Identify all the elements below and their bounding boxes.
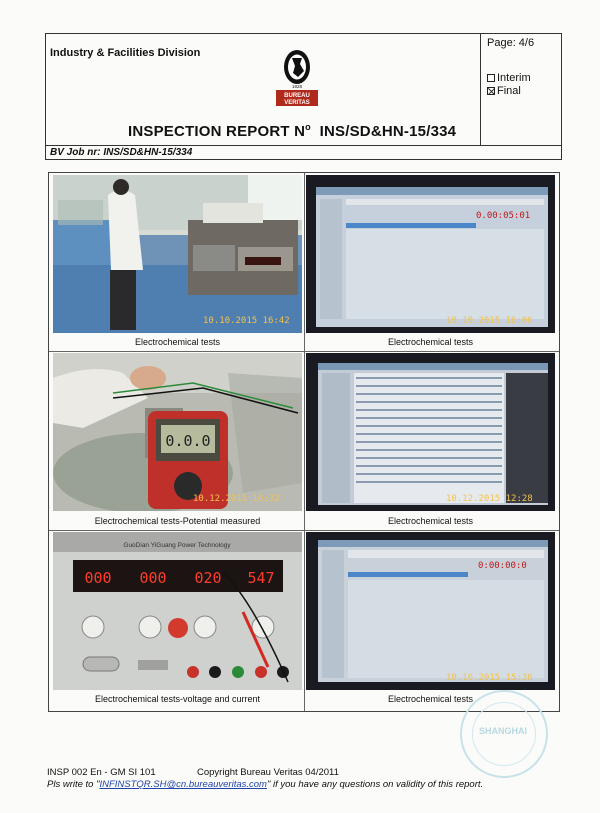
- interim-option: [487, 72, 531, 84]
- photo-6-timer: 0:00:00:0: [478, 561, 527, 571]
- photo-2-timestamp: 10.10.2015 16:06: [446, 316, 533, 326]
- logo-word-1: BUREAU: [284, 93, 310, 99]
- interim-label: Interim: [497, 72, 531, 84]
- bureau-veritas-logo: [274, 49, 320, 107]
- final-label: Final: [497, 85, 521, 97]
- monitor-screen-photo-3: [306, 532, 555, 690]
- display-1: 000: [84, 569, 112, 587]
- copyright: Copyright Bureau Veritas 04/2011: [197, 767, 339, 778]
- photo-1-timestamp: 10.10.2015 16:42: [203, 316, 290, 326]
- logo-year: 1828: [291, 84, 303, 89]
- contact-suffix: " if you have any questions on validity of this report.: [266, 779, 484, 790]
- photo-4-timestamp: 10.12.2015 12:28: [446, 494, 533, 504]
- title-degree: o: [305, 122, 311, 132]
- interim-checkbox: [487, 74, 495, 82]
- seal-text: SHANGHAI: [479, 726, 528, 736]
- logo-word-2: VERITAS: [284, 100, 310, 106]
- report-number: INS/SD&HN-15/334: [319, 123, 457, 140]
- photo-6-timestamp: 10.16.2015 15:36: [446, 673, 533, 683]
- photo-6-caption: Electrochemical tests: [387, 694, 474, 704]
- contact-prefix: Pls write to ": [47, 779, 100, 790]
- contact-line: [47, 779, 483, 790]
- contact-email-link[interactable]: INFINSTQR.SH@cn.bureauveritas.com: [99, 779, 267, 790]
- grid-divider-vertical: [304, 173, 305, 711]
- header-divider: [480, 33, 481, 146]
- power-supply-photo: [53, 532, 302, 690]
- monitor-screen-photo-1: [306, 175, 555, 333]
- division-name: Industry & Facilities Division: [50, 47, 201, 59]
- final-option: [487, 85, 521, 97]
- photo-2-timer: 0.00:05:01: [476, 211, 531, 221]
- multimeter-photo: [53, 353, 302, 511]
- power-supply-brand: GuoDian YiGuang Power Technology: [123, 542, 231, 549]
- form-code: INSP 002 En - GM SI 101: [47, 767, 156, 778]
- photo-3-caption: Electrochemical tests-Potential measured: [94, 516, 261, 526]
- photo-4-caption: Electrochemical tests: [387, 516, 474, 526]
- display-4: 547: [247, 569, 275, 587]
- display-3: 020: [194, 569, 222, 587]
- page-number: Page: 4/6: [487, 37, 535, 49]
- grid-divider-2: [49, 530, 559, 531]
- report-title: [128, 122, 456, 140]
- job-number: BV Job nr: INS/SD&HN-15/334: [45, 146, 562, 160]
- final-checkbox: [487, 87, 495, 95]
- lab-bench-photo: [53, 175, 302, 333]
- svg-text:0.0.0: 0.0.0: [165, 432, 211, 450]
- photo-5-caption: Electrochemical tests-voltage and current: [94, 694, 261, 704]
- title-prefix: INSPECTION REPORT N: [128, 123, 306, 140]
- photo-2-caption: Electrochemical tests: [387, 337, 474, 347]
- grid-divider-1: [49, 351, 559, 352]
- photo-1-caption: Electrochemical tests: [134, 337, 221, 347]
- monitor-screen-photo-2: [306, 353, 555, 511]
- photo-3-timestamp: 10.12.2015 16:32: [193, 494, 280, 504]
- display-2: 000: [139, 569, 167, 587]
